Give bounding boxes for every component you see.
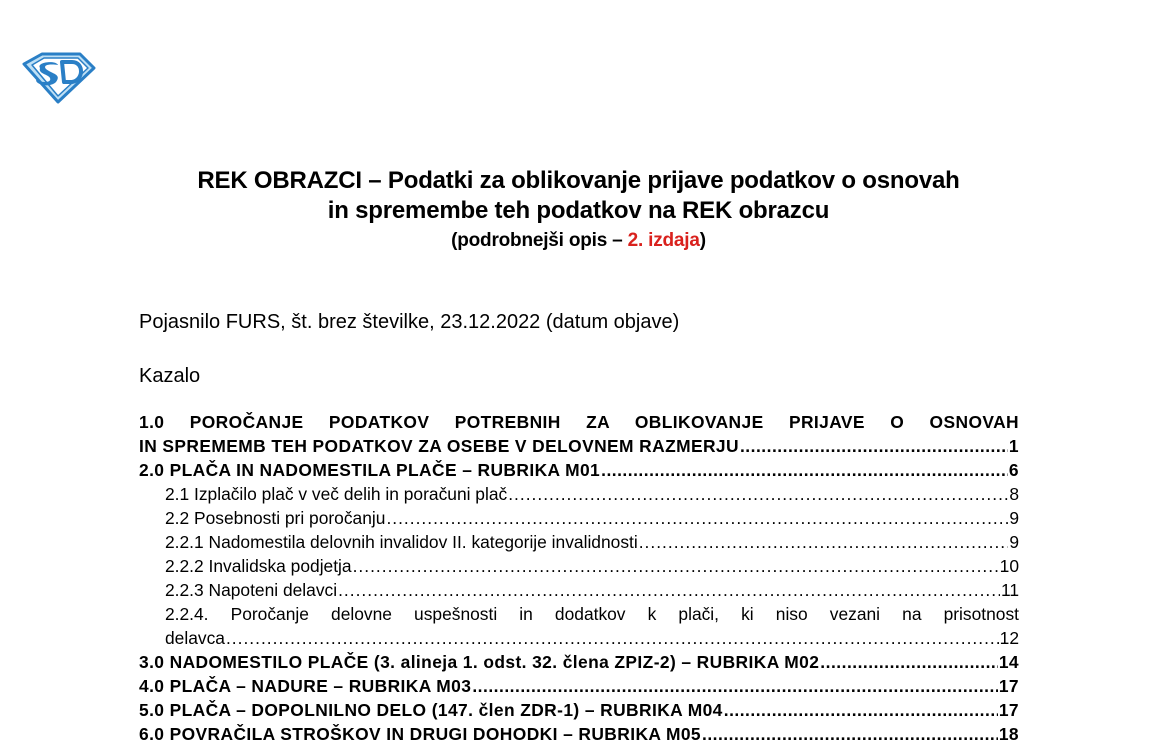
toc-page-number: 12: [999, 628, 1019, 648]
toc-entry-8[interactable]: delavca ..... 12: [139, 626, 1019, 650]
toc-page-number: 6: [1008, 460, 1019, 480]
toc-entry-9[interactable]: 3.0 NADOMESTILO PLAČE (3. alineja 1. odst. 32. člena ZPIZ-2) – RUBRIKA M02 ..... 14: [139, 650, 1019, 674]
toc-entry-5[interactable]: 2.2.1 Nadomestila delovnih invalidov II. kategorije invalidnosti ..... 9: [139, 530, 1019, 554]
document-title-line-1: REK OBRAZCI – Podatki za oblikovanje prijave podatkov o osnovah: [197, 167, 960, 194]
toc-entry-7[interactable]: 2.2.3 Napoteni delavci ..... 11: [139, 578, 1019, 602]
sd-logo-icon: [22, 50, 96, 104]
toc-entry-10[interactable]: 4.0 PLAČA – NADURE – RUBRIKA M03 ..... 17: [139, 674, 1019, 698]
toc-page-number: 8: [1009, 484, 1019, 504]
toc-page-number: 17: [998, 700, 1019, 720]
explanation-reference: Pojasnilo FURS, št. brez številke, 23.12.2022 (datum objave): [139, 311, 680, 333]
toc-entry-1-line-1[interactable]: 1.0 POROČANJE PODATKOV POTREBNIH ZA OBLIKOVANJE PRIJAVE O OSNOVAH: [139, 412, 1019, 432]
table-of-contents: [139, 410, 1019, 746]
toc-entry-2[interactable]: 2.0 PLAČA IN NADOMESTILA PLAČE – RUBRIKA M01 ..... 6: [139, 458, 1019, 482]
toc-entry-12[interactable]: 6.0 POVRAČILA STROŠKOV IN DRUGI DOHODKI – RUBRIKA M05 ..... 18: [139, 722, 1019, 746]
toc-heading: Kazalo: [139, 365, 201, 387]
toc-entry-11[interactable]: 5.0 PLAČA – DOPOLNILNO DELO (147. člen ZDR-1) – RUBRIKA M04 ..... 17: [139, 698, 1019, 722]
toc-page-number: 9: [1009, 508, 1019, 528]
edition-label: 2. izdaja: [627, 230, 700, 251]
toc-page-number: 10: [999, 556, 1019, 576]
toc-entry-1[interactable]: IN SPREMEMB TEH PODATKOV ZA OSEBE V DELOVNEM RAZMERJU ..... 1: [139, 434, 1019, 458]
toc-entry-4[interactable]: 2.2 Posebnosti pri poročanju ..... 9: [139, 506, 1019, 530]
toc-page-number: 1: [1008, 436, 1019, 456]
toc-page-number: 17: [998, 676, 1019, 696]
toc-page-number: 9: [1009, 532, 1019, 552]
toc-page-number: 18: [998, 724, 1019, 744]
document-title-line-2: in spremembe teh podatkov na REK obrazcu: [327, 197, 830, 224]
document-subtitle: (podrobnejši opis – 2. izdaja): [451, 230, 706, 251]
toc-page-number: 11: [1000, 580, 1019, 600]
toc-entry-3[interactable]: 2.1 Izplačilo plač v več delih in poračuni plač ..... 8: [139, 482, 1019, 506]
toc-entry-6[interactable]: 2.2.2 Invalidska podjetja ..... 10: [139, 554, 1019, 578]
toc-page-number: 14: [998, 652, 1019, 672]
toc-entry-8-line-1[interactable]: 2.2.4. Poročanje delovne uspešnosti in dodatkov k plači, ki niso vezani na prisotnost: [165, 604, 1019, 624]
